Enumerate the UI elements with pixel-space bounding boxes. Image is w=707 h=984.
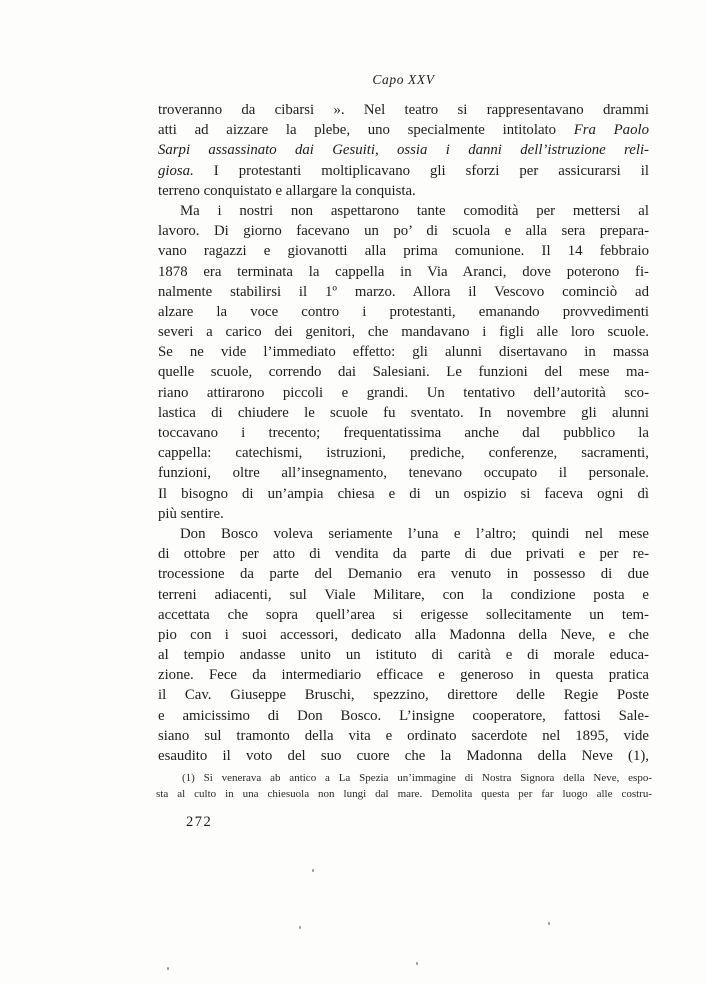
italic-text-run: Sarpi assassinato dai Gesuiti, ossia i danni dell’istruzione reli-	[158, 142, 649, 159]
text-run: più sentire.	[158, 505, 224, 522]
text-line	[158, 120, 649, 140]
text-line	[158, 746, 649, 766]
scan-speck	[548, 922, 550, 925]
italic-text-run: Fra Paolo	[573, 122, 649, 139]
page-number: 272	[186, 814, 213, 830]
text-line	[156, 771, 652, 787]
text-line	[158, 282, 649, 302]
text-run: funzioni, oltre all’insegnamento, tenevano occupato il personale.	[158, 465, 649, 482]
text-line	[158, 706, 649, 726]
text-run: 1878 era terminata la cappella in Via Aranci, dove poterono fi-	[158, 263, 649, 280]
text-line	[158, 181, 649, 201]
text-run: di ottobre per atto di vendita da parte di due privati e per re-	[158, 546, 649, 563]
text-line	[158, 504, 649, 524]
body-text	[158, 100, 649, 766]
text-run: nalmente stabilirsi il 1º marzo. Allora il Vescovo cominciò ad	[158, 283, 649, 300]
text-run: sta al culto in una chiesuola non lungi dal mare. Demolita questa per far luogo alle costru-	[156, 787, 652, 800]
text-line	[158, 645, 649, 665]
scan-speck	[416, 962, 418, 965]
text-line	[158, 625, 649, 645]
text-run: trocessione da parte del Demanio era venuto in possesso di due	[158, 566, 649, 583]
text-run: lastica di chiudere le scuole fu sventato. In novembre gli alunni	[158, 404, 649, 421]
text-line	[158, 362, 649, 382]
italic-text-run: giosa.	[158, 162, 194, 179]
text-line	[158, 726, 649, 746]
text-run: (1) Si venerava ab antico a La Spezia un’immagine di Nostra Signora della Neve, espo-	[182, 772, 652, 784]
text-line	[158, 423, 649, 443]
text-run: pio con i suoi accessori, dedicato alla Madonna della Neve, e che	[158, 626, 649, 643]
text-run: Se ne vide l’immediato effetto: gli alunni disertavano in massa	[158, 344, 649, 361]
text-line	[158, 564, 649, 584]
text-line	[158, 544, 649, 564]
text-line	[158, 665, 649, 685]
text-line	[158, 605, 649, 625]
text-run: severi a carico dei genitori, che mandavano i figli alle loro scuole.	[158, 324, 649, 341]
text-line	[158, 302, 649, 322]
text-line	[156, 787, 652, 803]
text-line	[158, 463, 649, 483]
text-run: zione. Fece da intermediario efficace e generoso in questa pratica	[158, 667, 649, 684]
text-run: vano ragazzi e giovanotti alla prima comunione. Il 14 febbraio	[158, 243, 649, 260]
text-run: accettata che sopra quell’area si erigesse sollecitamente un tem-	[158, 606, 649, 623]
text-run: il Cav. Giuseppe Bruschi, spezzino, direttore delle Regie Poste	[158, 687, 649, 704]
text-run: cappella: catechismi, istruzioni, prediche, conferenze, sacramenti,	[158, 445, 649, 462]
text-run: esaudito il voto del suo cuore che la Madonna della Neve (1),	[158, 748, 649, 764]
text-run: Il bisogno di un’ampia chiesa e di un ospizio si faceva ogni dì	[158, 485, 649, 502]
text-run: Ma i nostri non aspettarono tante comodità per mettersi al	[180, 202, 649, 219]
text-line	[158, 403, 649, 423]
text-run: terreno conquistato e allargare la conquista.	[158, 182, 416, 199]
text-run: lavoro. Di giorno facevano un po’ di scuola e alla sera prepara-	[158, 223, 649, 240]
scan-speck	[312, 869, 314, 872]
text-line	[158, 322, 649, 342]
text-line	[158, 443, 649, 463]
text-line	[158, 484, 649, 504]
text-line	[158, 262, 649, 282]
text-line	[158, 383, 649, 403]
text-run: troveranno da cibarsi ». Nel teatro si rappresentavano drammi	[158, 102, 649, 118]
text-run: terreni adiacenti, sul Viale Militare, con la condizione posta e	[158, 586, 649, 603]
text-line	[158, 585, 649, 605]
text-run: alzare la voce contro i protestanti, emanando provvedimenti	[158, 303, 649, 320]
scan-speck	[299, 926, 301, 929]
text-run: quelle scuole, correndo dai Salesiani. Le funzioni del mese ma-	[158, 364, 649, 381]
text-line	[158, 161, 649, 181]
text-line	[158, 201, 649, 221]
text-run: al tempio andasse unito un istituto di carità e di morale educa-	[158, 647, 649, 664]
text-line	[158, 342, 649, 362]
text-line	[158, 100, 649, 120]
chapter-running-head: Capo XXV	[372, 72, 435, 87]
text-run: Don Bosco voleva seriamente l’una e l’altro; quindi nel mese	[180, 525, 649, 542]
text-run: e amicissimo di Don Bosco. L’insigne cooperatore, fattosi Sale-	[158, 707, 649, 724]
text-run: toccavano i trecento; frequentatissima anche dal pubblico la	[158, 425, 649, 441]
text-line	[158, 221, 649, 241]
text-line	[158, 685, 649, 705]
footnote	[156, 771, 652, 802]
text-line	[158, 241, 649, 261]
text-run: atti ad aizzare la plebe, uno specialmente intitolato	[158, 122, 574, 139]
text-run: siano sul tramonto della vita e ordinato sacerdote nel 1895, vide	[158, 727, 649, 744]
text-line	[158, 524, 649, 544]
text-run: riano attirarono piccoli e grandi. Un tentativo dell’autorità sco-	[158, 384, 649, 401]
text-line	[158, 140, 649, 160]
text-run: I protestanti moltiplicavano gli sforzi per assicurarsi il	[193, 162, 649, 179]
scan-speck	[167, 967, 169, 970]
